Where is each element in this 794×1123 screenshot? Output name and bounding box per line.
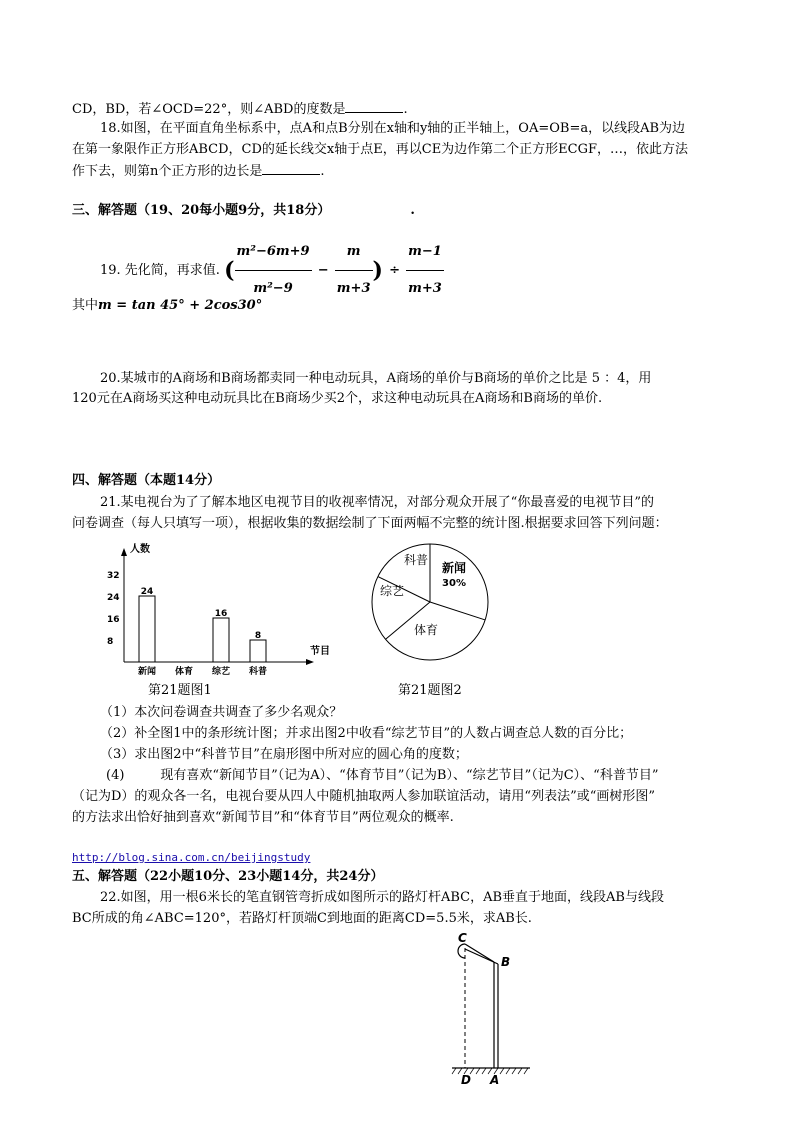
q18-line1: 18.如图，在平面直角坐标系中，点A和点B分别在x轴和y轴的正半轴上，OA=OB=a，以线段AB为边 [100,121,686,136]
fig1-caption: 第21题图1 [148,683,212,698]
label-c: C [458,931,467,945]
q20-line2: 120元在A商场买这种电动玩具比在B商场少买2个，求这种电动玩具在A商场和B商场的单价. [72,391,603,406]
label-d: D [461,1073,471,1087]
x-tick-label: 体育 [174,667,194,677]
q18-line2: 在第一象限作正方形ABCD，CD的延长线交x轴于点E，再以CE为边作第二个正方形ECGF，…，依此方法 [72,142,689,157]
pie-percent-label: 30% [442,578,466,589]
q21-sub3: （3）求出图2中“科普节目”在扇形图中所对应的圆心角的度数； [100,747,468,762]
bar-chart [100,538,340,678]
bar [250,640,266,662]
x-axis-label: 节目 [310,646,330,657]
q21-line2: 问卷调查（每人只填写一项），根据收集的数据绘制了下面两幅不完整的统计图.根据要求回答下列问题： [72,516,668,531]
q21-sub4-line1: (4) 现有喜欢“新闻节目”（记为A）、“体育节目”（记为B）、“综艺节目”（记为C）、“科普节目” [106,768,659,783]
y-axis-label: 人数 [130,544,150,555]
pie-slice-label: 新闻 [441,561,467,575]
bar [139,596,155,662]
arm-bc-bottom [465,949,498,964]
answer-blank [345,100,403,113]
x-tick-label: 新闻 [137,667,157,677]
fraction-3: $\frac{m-1}{m+3}$ [406,234,444,307]
pie-slice-label: 科普 [403,553,429,567]
section-4-title: 四、解答题（本题14分） [72,473,221,488]
bar-value-label: 16 [214,609,228,619]
q18-line3: 作下去，则第n个正方形的边长是 . [72,164,325,179]
y-tick-label: 16 [107,615,120,625]
pie-slice-label: 体育 [413,623,439,637]
q17-tail: CD，BD，若∠OCD=22°，则∠ABD的度数是 . [72,102,408,117]
pie-chart [360,532,500,672]
x-tick-label: 科普 [248,667,268,677]
arm-bc-top [465,944,494,962]
q20-line1: 20.某城市的A商场和B商场都卖同一种电动玩具，A商场的单价与B商场的单价之比是 5 ：4，用 [100,371,652,386]
fraction-2: $\frac{m}{m+3}$ [335,234,373,307]
y-tick-label: 24 [107,593,120,603]
section-5-title: 五、解答题（22小题10分、23小题14分，共24分） [72,869,384,884]
fraction-1: $\frac{\text{m²−6m+9}}{\text{m²−9}}$ [235,234,312,307]
x-axis-arrow [306,659,314,665]
label-a: A [490,1073,500,1087]
q21-sub4-line3: 的方法求出恰好抽到喜欢“新闻节目”和“体育节目”两位观众的概率. [72,810,454,825]
y-tick-label: 32 [107,571,120,581]
q22-line1: 22.如图，用一根6米长的笔直钢管弯折成如图所示的路灯杆ABC，AB垂直于地面，线段AB与线段 [100,890,664,905]
lamp-post-figure [440,928,540,1088]
bar [213,618,229,662]
x-tick-label: 综艺 [211,667,231,677]
q21-line1: 21.某电视台为了了解本地区电视节目的收视率情况，对部分观众开展了“你最喜爱的电视节目”的 [100,495,654,510]
y-tick-label: 8 [107,637,114,647]
bar-value-label: 8 [254,631,262,641]
q21-sub2: （2）补全图1中的条形统计图；并求出图2中收看“综艺节目”的人数占调查总人数的百分比； [100,726,633,741]
y-axis-arrow [121,548,127,556]
blog-link[interactable]: http://blog.sina.com.cn/beijingstudy [72,851,311,864]
label-b: B [501,955,511,969]
fig2-caption: 第21题图2 [398,683,462,698]
q19-expression: 19. 先化简，再求值. ( $\frac{\text{m²−6m+9}}{\text{m²−9}}$ − $\frac{m}{m+3}$ ) ÷ $\frac{m-1}{m+3}$ [100,234,444,307]
bar-value-label: 24 [140,587,154,597]
section-3-title: 三、解答题（19、20每小题9分，共18分） . [72,203,415,218]
pie-slice-label: 综艺 [379,584,405,598]
answer-blank [262,162,320,175]
q22-line2: BC所成的角∠ABC=120°，若路灯杆顶端C到地面的距离CD=5.5米，求AB长. [72,911,532,926]
q21-sub1: （1）本次问卷调查共调查了多少名观众？ [100,705,343,720]
q19-where: 其中m = tan 45° + 2cos30° [72,298,263,313]
q21-sub4-line2: （记为D）的观众各一名，电视台要从四人中随机抽取两人参加联谊活动，请用“列表法”或“画树形图” [72,789,656,804]
lamp-icon [458,944,465,958]
